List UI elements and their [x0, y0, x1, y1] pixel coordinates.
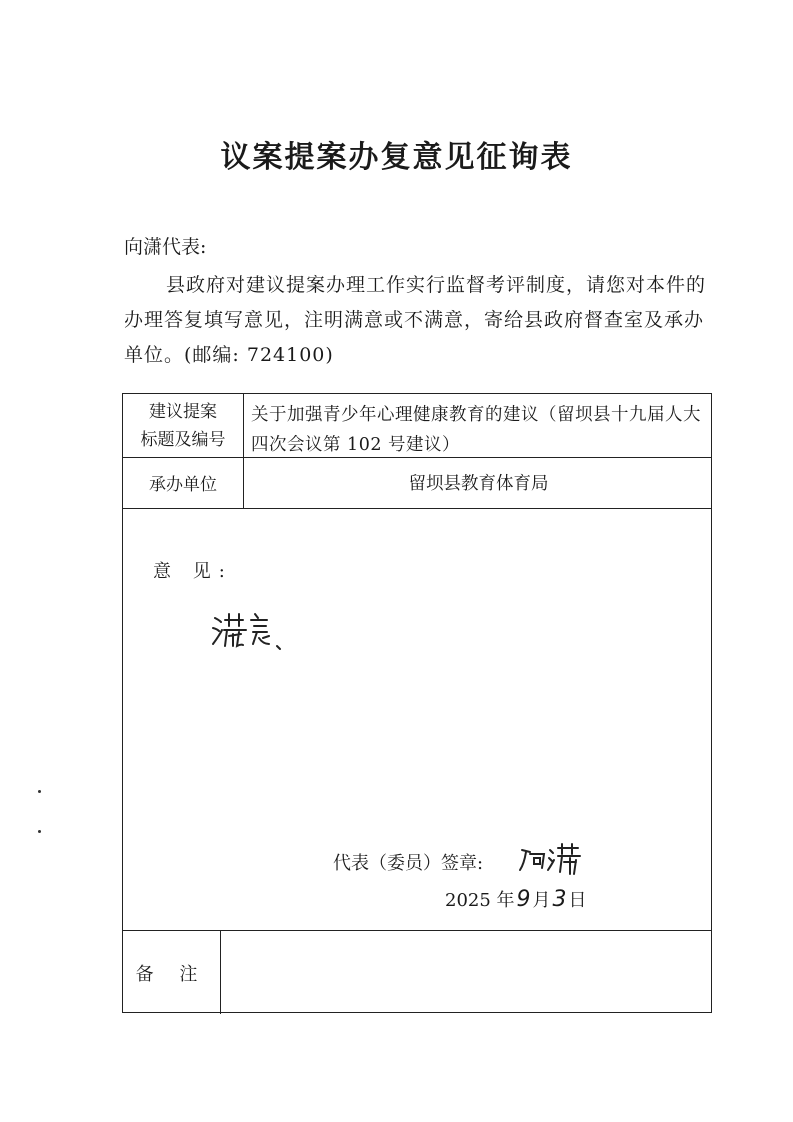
unit-label: 承办单位: [149, 475, 217, 495]
topic-label-line1: 建议提案: [149, 401, 217, 422]
salutation: 向潇代表:: [124, 236, 207, 258]
intro-text: 县政府对建议提案办理工作实行监督考评制度，请您对本件的办理答复填写意见，注明满意或不满意，寄给县政府督查室及承办单位。(邮编: 724100): [124, 274, 707, 366]
row-divider-unit: [123, 508, 711, 509]
opinion-label: 意 见:: [153, 561, 233, 582]
column-divider-remark: [220, 930, 221, 1014]
date-year: 2025: [445, 890, 491, 911]
remark-label: 备 注: [135, 963, 208, 985]
signature-date: [445, 886, 587, 912]
topic-value: 关于加强青少年心理健康教育的建议（留坝县十九届人大四次会议第 102 号建议）: [251, 405, 701, 455]
topic-label: [123, 394, 243, 457]
column-divider-top: [243, 394, 244, 508]
unit-value: 留坝县教育体育局: [408, 473, 549, 494]
date-day-handwritten: 3: [552, 887, 567, 912]
topic-label-line2: 标题及编号: [140, 429, 226, 450]
date-day-suffix: 日: [568, 890, 587, 911]
scan-speck: [38, 790, 41, 793]
handwritten-signature: [516, 840, 586, 878]
intro-paragraph: [124, 268, 714, 373]
date-month-handwritten: 9: [516, 887, 531, 912]
handwritten-opinion-satisfied: [209, 604, 289, 654]
inquiry-form-table: [122, 393, 712, 1013]
date-year-suffix: 年: [496, 890, 515, 911]
document-title: 议案提案办复意见征询表: [220, 140, 573, 175]
remark-value: [223, 934, 708, 1010]
scan-speck: [38, 830, 41, 833]
signature-label: 代表（委员）签章:: [333, 853, 484, 874]
date-month-suffix: 月: [532, 890, 551, 911]
